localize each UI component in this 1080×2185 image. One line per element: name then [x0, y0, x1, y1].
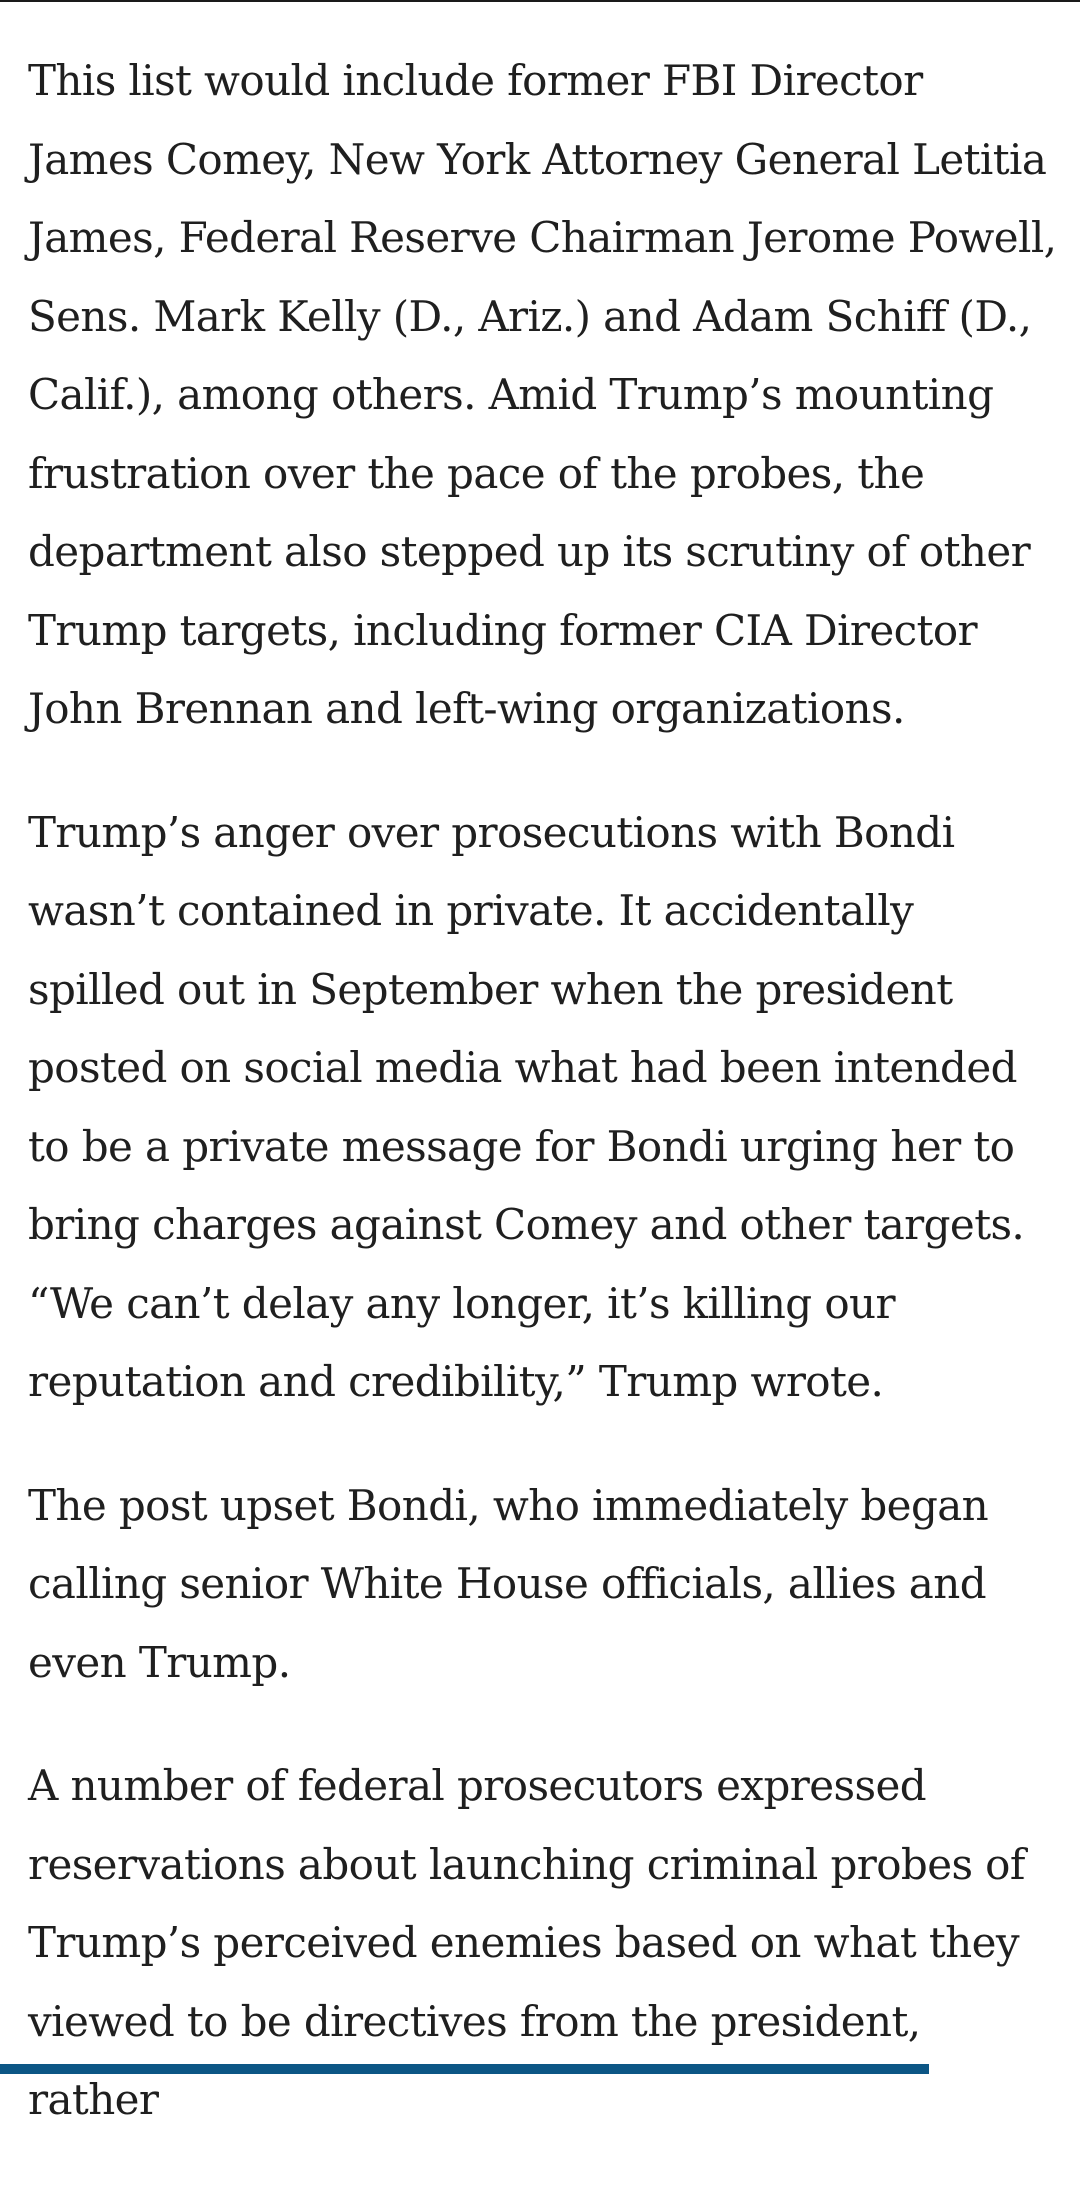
article-paragraph-3: The post upset Bondi, who immediately began calling senior White House officials, allies and even Trump.: [28, 1480, 989, 1687]
reading-progress-bar: [0, 2064, 929, 2074]
top-divider: [0, 0, 1080, 2]
article-paragraph-4: A number of federal prosecutors expressed reservations about launching criminal probes of Trump’s perceived enemies based on what they viewed to be directives from the president, rather: [28, 1761, 1025, 2124]
article-body: [28, 42, 1058, 2185]
article-paragraph-1: This list would include former FBI Director James Comey, New York Attorney General Letitia James, Federal Reserve Chairman Jerome Powell, Sens. Mark Kelly (D., Ariz.) and Adam Schiff (D., Calif.), among others. Amid Trump’s mounting frustration over the pace of the probes, the department also stepped up its scrutiny of other Trump targets, including former CIA Director John Brennan and left-wing organizations.: [28, 56, 1057, 733]
article-paragraph-2: Trump’s anger over prosecutions with Bondi wasn’t contained in private. It accidentally spilled out in September when the president posted on social media what had been intended to be a private message for Bondi urging her to bring charges against Comey and other targets. “We can’t delay any longer, it’s killing our reputation and credibility,” Trump wrote.: [28, 807, 1025, 1406]
